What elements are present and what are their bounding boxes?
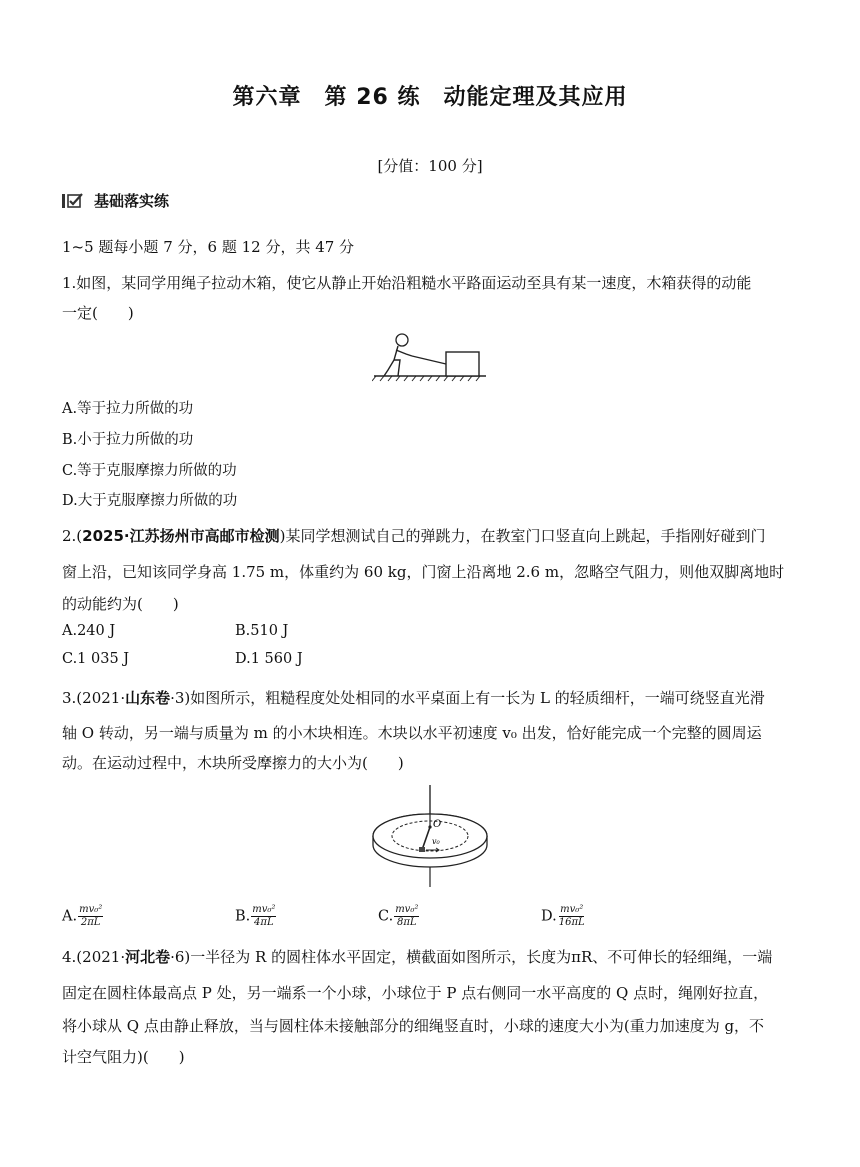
q3-option-d-letter: D. <box>541 908 557 925</box>
score-label: [分值：100 分] <box>377 157 483 175</box>
q4-prefix: 4.(2021· <box>62 948 126 966</box>
q3-option-c-numerator: mv₀² <box>395 904 419 915</box>
section-header <box>62 190 169 211</box>
q3-line1-rest: ·3)如图所示，粗糙程度处处相同的水平桌面上有一长为 L 的轻质细杆，一端可绕竖直光滑 <box>170 689 765 707</box>
q3-prefix: 3.(2021· <box>62 689 126 707</box>
q3-option-b-fraction <box>251 904 276 929</box>
q3-figure-rotating-table <box>370 783 492 891</box>
q1-figure-person-pulling-box <box>372 330 488 382</box>
q1-option-a[interactable]: A.等于拉力所做的功 <box>62 401 194 417</box>
checkbox-icon <box>62 193 86 209</box>
q3-option-b-numerator: mv₀² <box>252 904 276 915</box>
q1-line1: 1.如图，某同学用绳子拉动木箱，使它从静止开始沿粗糙水平路面运动至具有某一速度，木箱获得的动能 <box>62 274 752 292</box>
q3-figure-label-o: O <box>433 819 442 830</box>
q2-line1 <box>62 525 765 546</box>
q2-line3: 的动能约为( ) <box>62 595 179 613</box>
q3-option-a-letter: A. <box>62 908 78 925</box>
scoring-note: 1~5 题每小题 7 分，6 题 12 分，共 47 分 <box>62 238 355 256</box>
q3-option-a[interactable] <box>62 904 103 929</box>
q3-line3: 动。在运动过程中，木块所受摩擦力的大小为( ) <box>62 754 404 772</box>
q4-line1-rest: ·6)一半径为 R 的圆柱体水平固定，横截面如图所示，长度为πR、不可伸长的轻细绳，一端 <box>170 948 773 966</box>
q2-line2: 窗上沿，已知该同学身高 1.75 m，体重约为 60 kg，门窗上沿离地 2.6 m，忽略空气阻力，则他双脚离地时 <box>62 563 785 581</box>
q3-option-b[interactable] <box>235 904 276 929</box>
page-title: 第六章 第 26 练 动能定理及其应用 <box>232 85 628 110</box>
q3-source: 山东卷 <box>125 689 171 707</box>
q4-line3: 将小球从 Q 点由静止释放，当与圆柱体未接触部分的细绳竖直时，小球的速度大小为(重力加速度为 g，不 <box>62 1017 765 1035</box>
q3-option-b-denominator: 4πL <box>254 917 274 928</box>
q1-option-b[interactable]: B.小于拉力所做的功 <box>62 432 194 448</box>
q3-option-d-fraction <box>558 904 586 929</box>
q3-figure-label-v0: v₀ <box>432 837 440 846</box>
q2-option-a[interactable]: A.240 J <box>62 623 116 639</box>
q3-option-c-fraction <box>394 904 419 929</box>
q2-option-b[interactable]: B.510 J <box>235 623 289 639</box>
q3-line1 <box>62 687 765 708</box>
q2-option-c[interactable]: C.1 035 J <box>62 651 130 667</box>
q4-source: 河北卷 <box>125 948 171 966</box>
q3-option-a-fraction <box>78 904 103 929</box>
q3-option-a-denominator: 2πL <box>80 917 101 928</box>
q1-line2: 一定( ) <box>62 304 134 322</box>
section-label: 基础落实练 <box>94 192 170 210</box>
q2-line1-rest: )某同学想测试自己的弹跳力，在教室门口竖直向上跳起，手指刚好碰到门 <box>279 527 766 545</box>
q4-line2: 固定在圆柱体最高点 P 处，另一端系一个小球，小球位于 P 点右侧同一水平高度的 Q 点时，绳刚好拉直， <box>62 984 769 1002</box>
q3-option-d-numerator: mv₀² <box>560 904 584 915</box>
q2-prefix: 2.( <box>62 527 83 545</box>
q3-option-d[interactable] <box>541 904 586 929</box>
q3-option-a-numerator: mv₀² <box>79 904 103 915</box>
q3-option-b-letter: B. <box>235 908 251 925</box>
q3-line2: 轴 O 转动，另一端与质量为 m 的小木块相连。木块以水平初速度 v₀ 出发，恰好能完成一个完整的圆周运 <box>62 724 762 742</box>
q2-source: 2025·江苏扬州市高邮市检测 <box>82 527 280 545</box>
q3-option-c-denominator: 8πL <box>396 917 417 928</box>
q3-option-d-denominator: 16πL <box>558 917 585 928</box>
q2-option-d[interactable]: D.1 560 J <box>235 651 303 667</box>
q1-option-c[interactable]: C.等于克服摩擦力所做的功 <box>62 463 237 479</box>
q3-option-c[interactable] <box>378 904 419 929</box>
q4-line1 <box>62 946 772 967</box>
q4-line4: 计空气阻力)( ) <box>62 1048 185 1066</box>
q3-option-c-letter: C. <box>378 908 394 925</box>
q1-option-d[interactable]: D.大于克服摩擦力所做的功 <box>62 493 238 509</box>
